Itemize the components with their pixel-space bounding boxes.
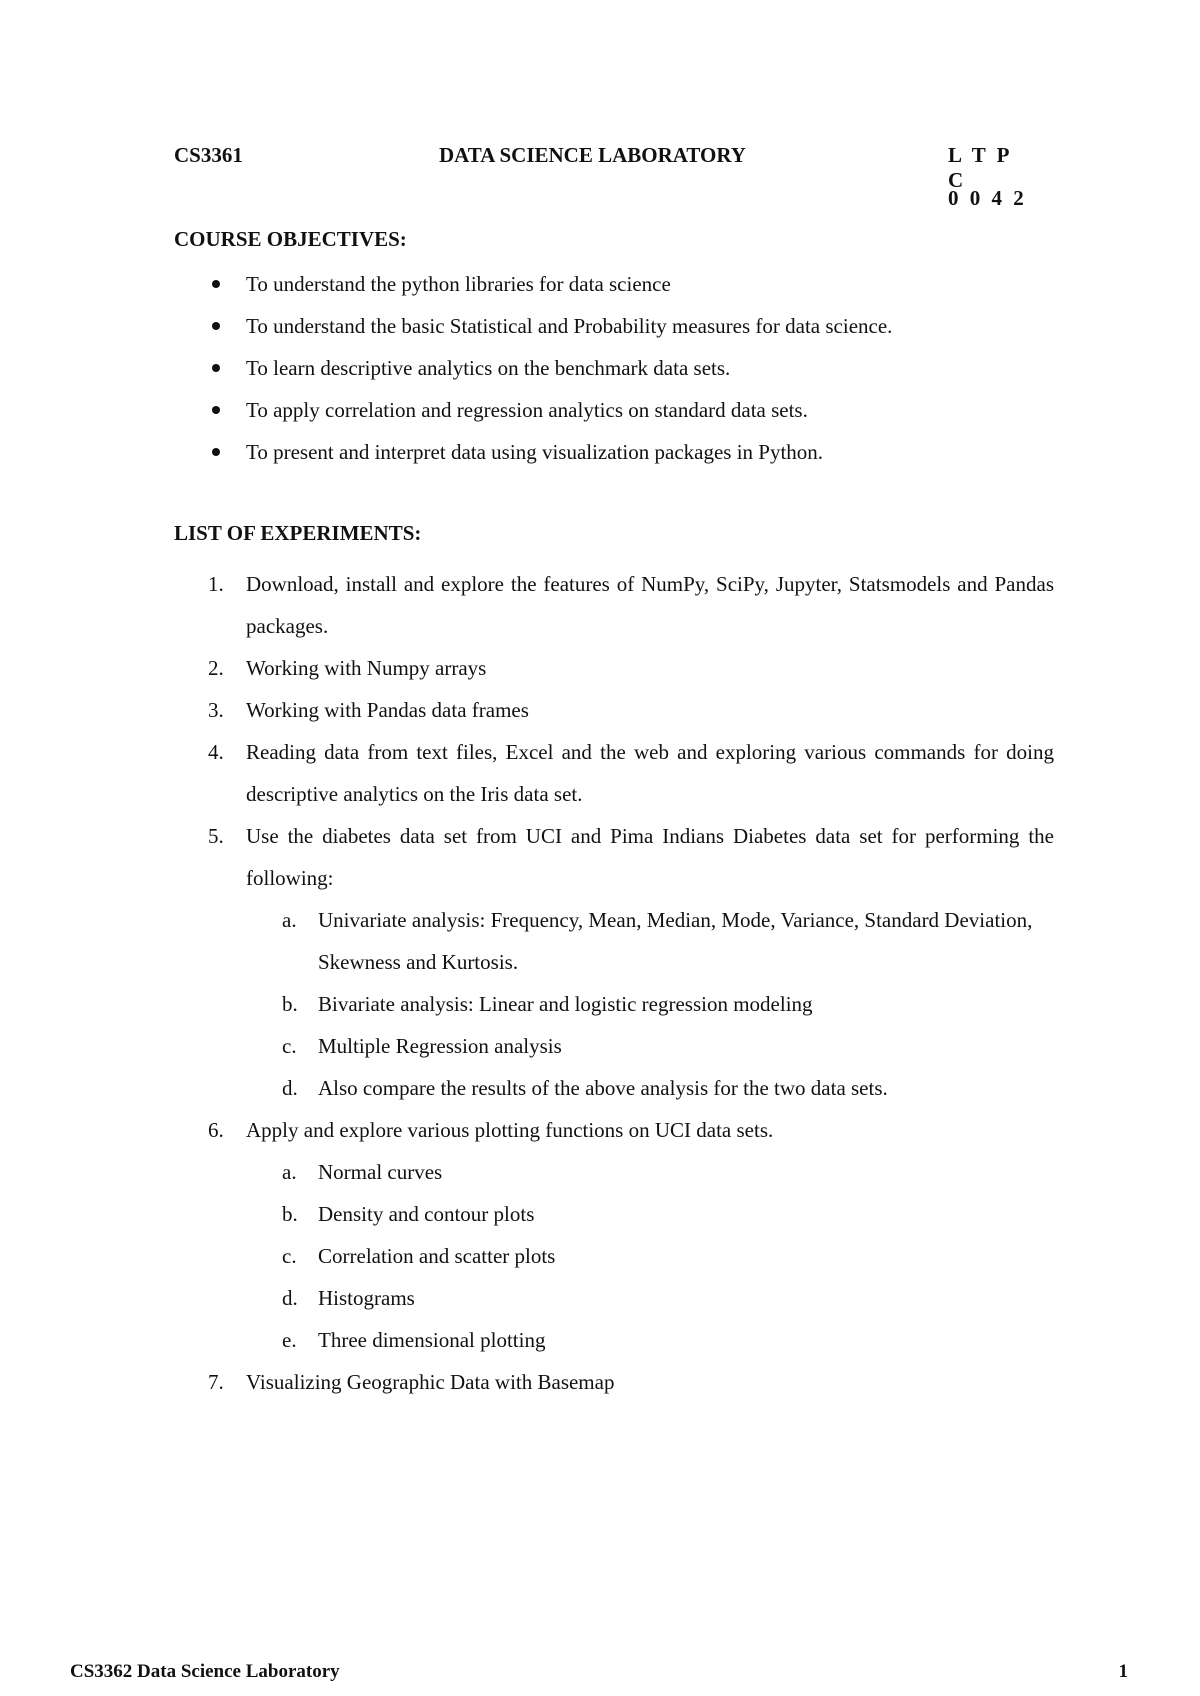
sub-item (246, 1151, 1054, 1193)
sub-item-text: Also compare the results of the above analysis for the two data sets. (318, 1076, 888, 1100)
sub-item (246, 1067, 1054, 1109)
sub-item-text: Normal curves (318, 1160, 443, 1184)
sub-item-text: Three dimensional plotting (318, 1328, 546, 1352)
sub-item-list (246, 899, 1054, 1109)
sub-item-text: Univariate analysis: Frequency, Mean, Median, Mode, Variance, Standard Deviation, Skewness and Kurtosis. (318, 908, 1033, 974)
sub-item-text: Density and contour plots (318, 1202, 535, 1226)
experiments-list (174, 563, 1054, 1403)
sub-item-letter: b. (282, 992, 298, 1016)
bullet-icon (212, 280, 220, 288)
course-title: DATA SCIENCE LABORATORY (439, 143, 746, 167)
ltpc-label: L T P C (948, 143, 1012, 192)
sub-item (246, 983, 1054, 1025)
experiment-number: 4. (208, 740, 224, 764)
experiment-number: 1. (208, 572, 224, 596)
sub-item (246, 1025, 1054, 1067)
sub-item (246, 1193, 1054, 1235)
experiment-text: Reading data from text files, Excel and the web and exploring various commands for doing descriptive analytics on the Iris data set. (246, 740, 1054, 806)
experiment-text: Visualizing Geographic Data with Basemap (246, 1370, 615, 1394)
experiments-heading: LIST OF EXPERIMENTS: (174, 521, 422, 545)
experiment-item (174, 1109, 1054, 1361)
experiment-item (174, 731, 1054, 815)
objective-item: To learn descriptive analytics on the benchmark data sets. (174, 353, 1074, 395)
experiment-item (174, 815, 1054, 1109)
course-code: CS3361 (174, 143, 243, 167)
sub-item-text: Multiple Regression analysis (318, 1034, 562, 1058)
experiment-item (174, 689, 1054, 731)
bullet-icon (212, 406, 220, 414)
experiment-text: Working with Numpy arrays (246, 656, 487, 680)
sub-item (246, 899, 1054, 983)
experiment-text: Download, install and explore the features of NumPy, SciPy, Jupyter, Statsmodels and Pandas packages. (246, 572, 1054, 638)
objective-item: To understand the python libraries for data science (174, 269, 1074, 311)
experiment-text: Apply and explore various plotting functions on UCI data sets. (246, 1118, 774, 1142)
experiment-number: 6. (208, 1118, 224, 1142)
sub-item-letter: c. (282, 1244, 297, 1268)
sub-item-text: Correlation and scatter plots (318, 1244, 556, 1268)
ltpc-values: 0 0 4 2 (948, 186, 1027, 210)
experiment-number: 2. (208, 656, 224, 680)
course-header (174, 143, 1034, 192)
bullet-icon (212, 364, 220, 372)
sub-item-letter: b. (282, 1202, 298, 1226)
page-number: 1 (1118, 1661, 1128, 1682)
sub-item (246, 1277, 1054, 1319)
bullet-icon (212, 448, 220, 456)
sub-item-letter: d. (282, 1286, 298, 1310)
sub-item-text: Bivariate analysis: Linear and logistic regression modeling (318, 992, 813, 1016)
experiment-item (174, 647, 1054, 689)
bullet-icon (212, 322, 220, 330)
experiment-number: 7. (208, 1370, 224, 1394)
experiment-item (174, 563, 1054, 647)
page-footer (70, 1661, 1128, 1689)
experiment-item (174, 1361, 1054, 1403)
experiment-number: 3. (208, 698, 224, 722)
footer-title: CS3362 Data Science Laboratory (70, 1661, 340, 1682)
objective-item: To apply correlation and regression analytics on standard data sets. (174, 395, 1074, 437)
sub-item-letter: a. (282, 1160, 297, 1184)
experiment-text: Working with Pandas data frames (246, 698, 529, 722)
sub-item (246, 1235, 1054, 1277)
sub-item-letter: d. (282, 1076, 298, 1100)
sub-item-list (246, 1151, 1054, 1361)
sub-item-letter: e. (282, 1328, 297, 1352)
sub-item-text: Histograms (318, 1286, 415, 1310)
objectives-list (174, 269, 1074, 479)
experiment-text: Use the diabetes data set from UCI and Pima Indians Diabetes data set for performing the following: (246, 824, 1054, 890)
sub-item-letter: c. (282, 1034, 297, 1058)
experiment-number: 5. (208, 824, 224, 848)
objective-item: To understand the basic Statistical and Probability measures for data science. (174, 311, 1074, 353)
objectives-heading: COURSE OBJECTIVES: (174, 227, 407, 251)
sub-item (246, 1319, 1054, 1361)
objective-item: To present and interpret data using visualization packages in Python. (174, 437, 1074, 479)
sub-item-letter: a. (282, 908, 297, 932)
